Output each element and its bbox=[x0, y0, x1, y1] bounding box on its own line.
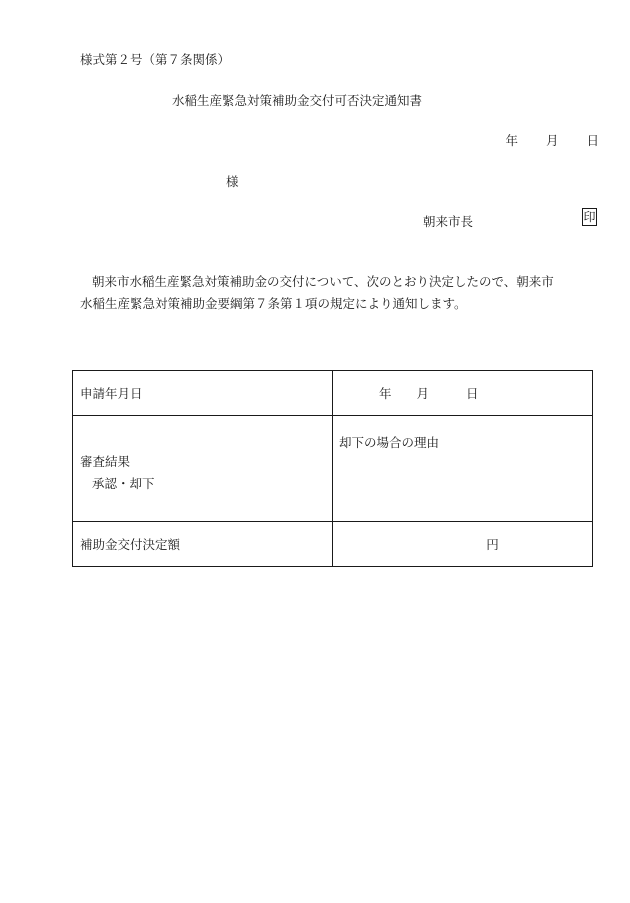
grant-amount-unit: 円 bbox=[333, 522, 593, 567]
issue-date-month: 月 bbox=[545, 133, 559, 148]
table-row bbox=[73, 371, 593, 416]
issue-date bbox=[505, 131, 599, 149]
decision-table bbox=[72, 370, 593, 567]
review-result-cell bbox=[73, 416, 333, 522]
seal-mark: 印 bbox=[583, 210, 596, 224]
issue-date-day: 日 bbox=[586, 133, 599, 148]
review-result-options: 承認・却下 bbox=[92, 475, 155, 491]
review-result-label: 審査結果 bbox=[80, 453, 131, 469]
grant-amount-label: 補助金交付決定額 bbox=[73, 522, 333, 567]
application-date-month: 月 bbox=[416, 386, 430, 401]
table-row bbox=[73, 416, 593, 522]
rejection-reason-label: 却下の場合の理由 bbox=[333, 416, 593, 522]
table-row bbox=[73, 522, 593, 567]
application-date-label: 申請年月日 bbox=[73, 371, 333, 416]
body-line-1: 朝来市水稲生産緊急対策補助金の交付について、次のとおり決定したので、朝来市 bbox=[92, 274, 554, 289]
body-paragraph bbox=[80, 271, 600, 315]
document-title: 水稲生産緊急対策補助金交付可否決定通知書 bbox=[172, 93, 423, 108]
body-line-2: 水稲生産緊急対策補助金要綱第７条第１項の規定により通知します。 bbox=[80, 296, 467, 311]
application-date-value bbox=[333, 371, 593, 416]
issue-date-year: 年 bbox=[505, 133, 518, 148]
addressee-suffix: 様 bbox=[226, 174, 239, 189]
application-date-day: 日 bbox=[466, 386, 479, 401]
form-number: 様式第２号（第７条関係） bbox=[80, 52, 231, 67]
application-date-year: 年 bbox=[379, 386, 392, 401]
issuer-name: 朝来市長 bbox=[423, 214, 474, 229]
